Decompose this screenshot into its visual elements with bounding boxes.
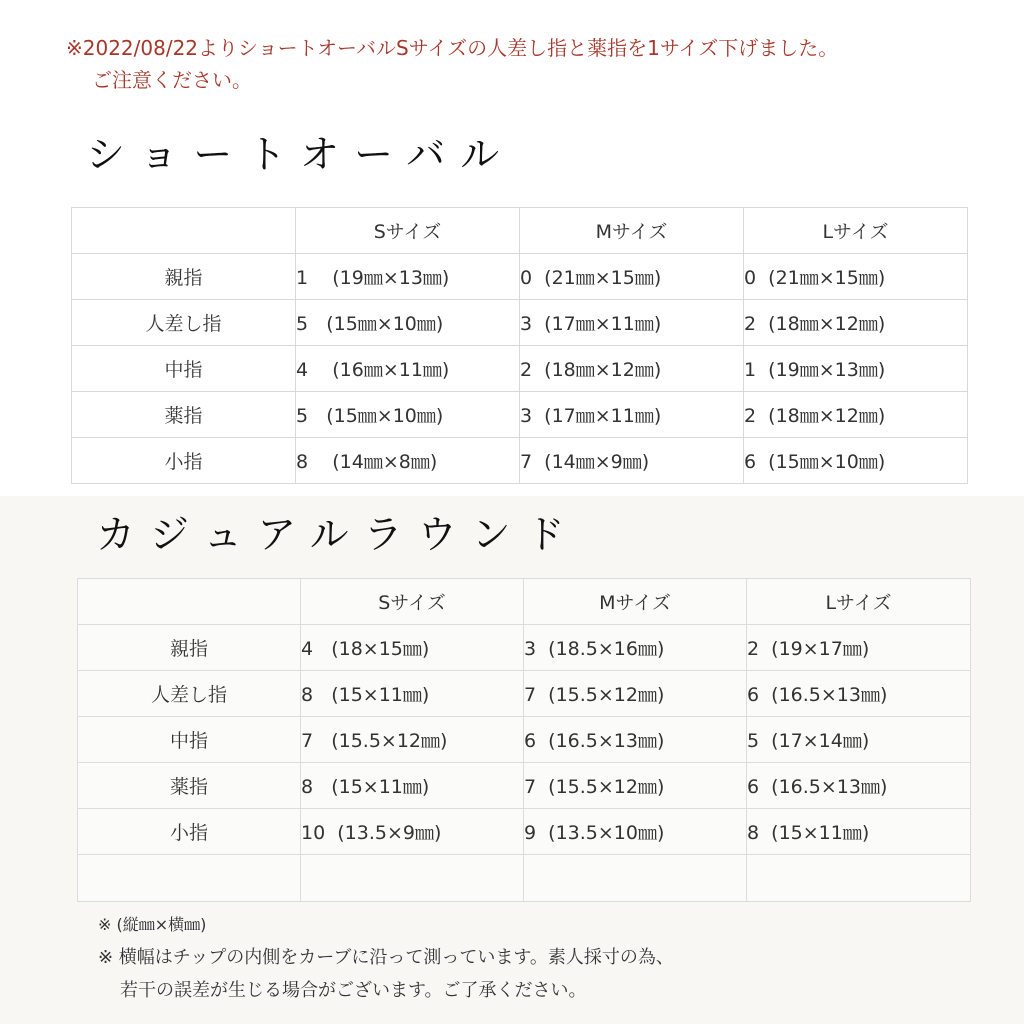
table-row xyxy=(72,254,968,300)
table-row xyxy=(78,763,971,809)
finger-label: 中指 xyxy=(72,346,296,392)
table-row xyxy=(72,392,968,438)
m-size-cell: 7 (15.5×12㎜) xyxy=(524,763,747,809)
m-size-cell: 0 (21㎜×15㎜) xyxy=(520,254,744,300)
header-s-size: Sサイズ xyxy=(301,579,524,625)
l-size-cell: 2 (18㎜×12㎜) xyxy=(744,300,968,346)
finger-label: 中指 xyxy=(78,717,301,763)
finger-label: 薬指 xyxy=(72,392,296,438)
footnotes xyxy=(98,908,674,1007)
header-blank xyxy=(72,208,296,254)
empty-cell xyxy=(747,855,971,902)
table-header-row xyxy=(72,208,968,254)
l-size-cell: 1 (19㎜×13㎜) xyxy=(744,346,968,392)
s-size-cell: 5 (15㎜×10㎜) xyxy=(296,392,520,438)
m-size-cell: 3 (17㎜×11㎜) xyxy=(520,300,744,346)
casual-round-title: カジュアルラウンド xyxy=(96,513,580,558)
finger-label: 親指 xyxy=(72,254,296,300)
l-size-cell: 6 (16.5×13㎜) xyxy=(747,671,971,717)
table-row xyxy=(78,809,971,855)
empty-cell xyxy=(301,855,524,902)
l-size-cell: 5 (17×14㎜) xyxy=(747,717,971,763)
footnote-measurement: ※ 横幅はチップの内側をカーブに沿って測っています。素人採寸の為、 xyxy=(98,947,674,968)
table-row xyxy=(78,671,971,717)
s-size-cell: 4 (16㎜×11㎜) xyxy=(296,346,520,392)
header-l-size: Lサイズ xyxy=(747,579,971,625)
notice-line-1: ※2022/08/22よりショートオーバルSサイズの人差し指と薬指を1サイズ下げました。 xyxy=(66,36,839,60)
s-size-cell: 1 (19㎜×13㎜) xyxy=(296,254,520,300)
header-m-size: Mサイズ xyxy=(524,579,747,625)
header-blank xyxy=(78,579,301,625)
l-size-cell: 6 (15㎜×10㎜) xyxy=(744,438,968,484)
s-size-cell: 8 (14㎜×8㎜) xyxy=(296,438,520,484)
s-size-cell: 8 (15×11㎜) xyxy=(301,671,524,717)
m-size-cell: 9 (13.5×10㎜) xyxy=(524,809,747,855)
table-header-row xyxy=(78,579,971,625)
m-size-cell: 3 (17㎜×11㎜) xyxy=(520,392,744,438)
header-s-size: Sサイズ xyxy=(296,208,520,254)
table-row xyxy=(72,438,968,484)
s-size-cell: 7 (15.5×12㎜) xyxy=(301,717,524,763)
notice-line-2: ご注意ください。 xyxy=(92,68,252,92)
s-size-cell: 4 (18×15㎜) xyxy=(301,625,524,671)
m-size-cell: 6 (16.5×13㎜) xyxy=(524,717,747,763)
table-row xyxy=(72,346,968,392)
finger-label: 薬指 xyxy=(78,763,301,809)
l-size-cell: 2 (18㎜×12㎜) xyxy=(744,392,968,438)
footnote-dimensions: ※ (縦㎜×横㎜) xyxy=(98,915,207,934)
finger-label: 小指 xyxy=(72,438,296,484)
l-size-cell: 6 (16.5×13㎜) xyxy=(747,763,971,809)
empty-cell xyxy=(524,855,747,902)
table-row xyxy=(78,717,971,763)
l-size-cell: 8 (15×11㎜) xyxy=(747,809,971,855)
empty-table-row xyxy=(78,855,971,902)
m-size-cell: 2 (18㎜×12㎜) xyxy=(520,346,744,392)
finger-label: 小指 xyxy=(78,809,301,855)
s-size-cell: 5 (15㎜×10㎜) xyxy=(296,300,520,346)
m-size-cell: 7 (14㎜×9㎜) xyxy=(520,438,744,484)
finger-label: 人差し指 xyxy=(78,671,301,717)
finger-label: 人差し指 xyxy=(72,300,296,346)
m-size-cell: 7 (15.5×12㎜) xyxy=(524,671,747,717)
footnote-error-disclaimer: 若干の誤差が生じる場合がございます。ご了承ください。 xyxy=(120,980,587,1001)
size-change-notice xyxy=(66,32,838,96)
casual-round-size-table xyxy=(77,578,971,902)
empty-cell xyxy=(78,855,301,902)
table-row xyxy=(78,625,971,671)
m-size-cell: 3 (18.5×16㎜) xyxy=(524,625,747,671)
table-row xyxy=(72,300,968,346)
s-size-cell: 10 (13.5×9㎜) xyxy=(301,809,524,855)
short-oval-title: ショートオーバル xyxy=(86,133,515,178)
short-oval-size-table xyxy=(71,207,968,484)
finger-label: 親指 xyxy=(78,625,301,671)
s-size-cell: 8 (15×11㎜) xyxy=(301,763,524,809)
header-l-size: Lサイズ xyxy=(744,208,968,254)
l-size-cell: 2 (19×17㎜) xyxy=(747,625,971,671)
header-m-size: Mサイズ xyxy=(520,208,744,254)
l-size-cell: 0 (21㎜×15㎜) xyxy=(744,254,968,300)
